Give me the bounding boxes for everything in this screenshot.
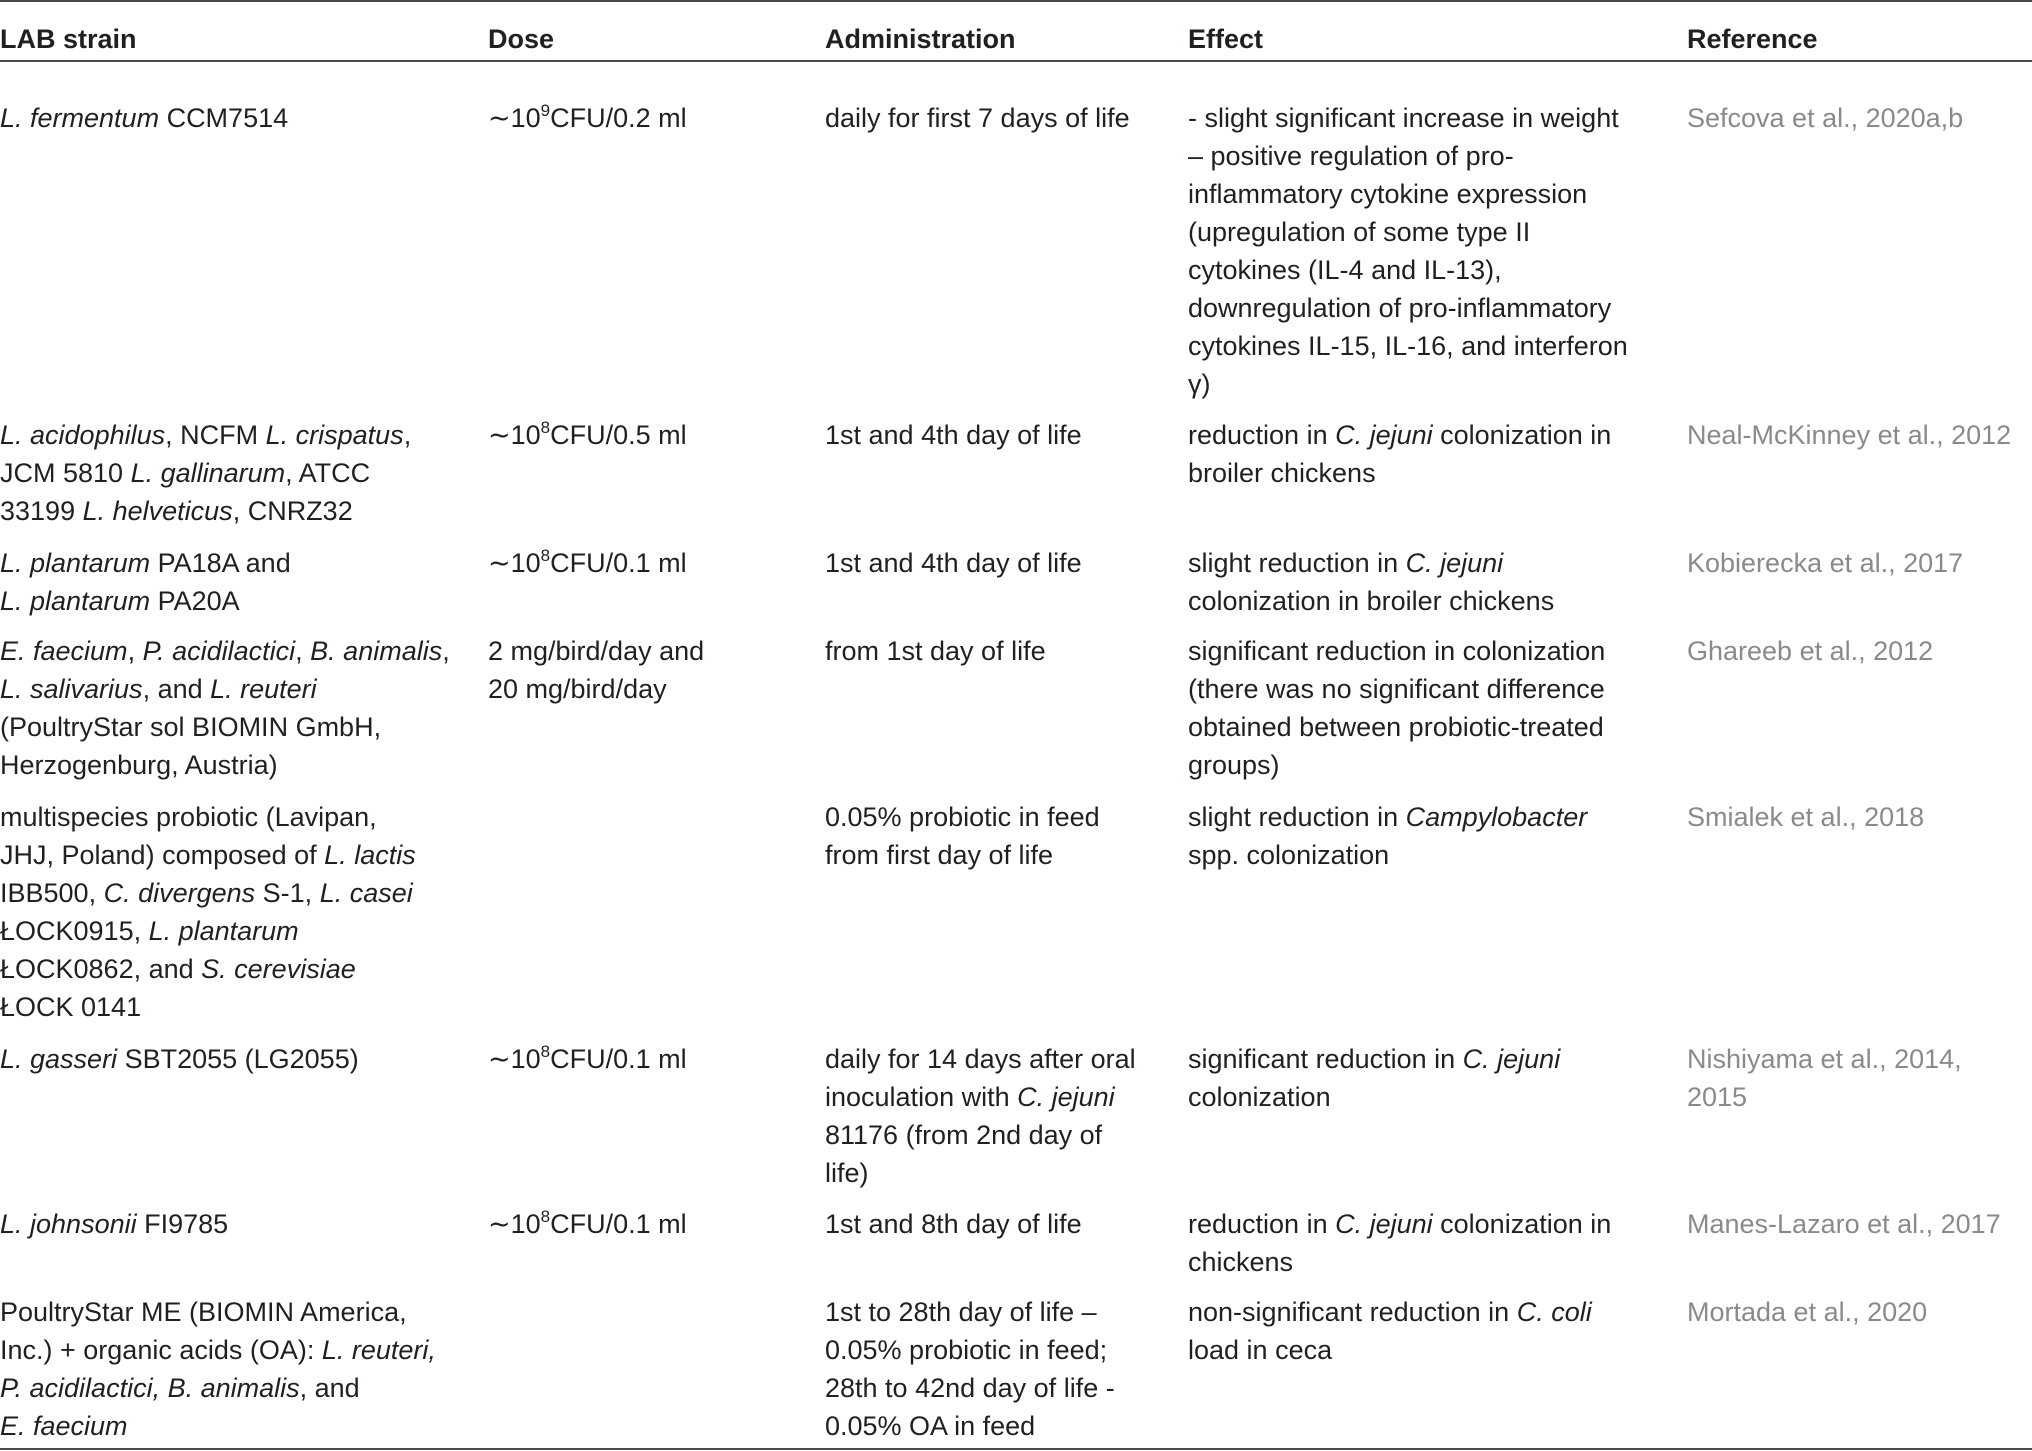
cell-line: 2 mg/bird/day and [488,636,705,666]
cell-line: 1st and 4th day of life [825,548,1082,578]
cell-line: 0.05% probiotic in feed; [825,1335,1108,1365]
header-reference: Reference [1687,24,1818,54]
cell-line: L. salivarius, and L. reuteri [0,674,317,704]
cell-line: L. fermentum CCM7514 [0,103,289,133]
cell-administration [825,1040,1136,1192]
cell-line: Neal-McKinney et al., 2012 [1687,420,2012,450]
cell-line: Manes-Lazaro et al., 2017 [1687,1209,2001,1239]
cell-line: 1st to 28th day of life – [825,1297,1097,1327]
cell-reference [1687,1293,1927,1331]
cell-line: JCM 5810 L. gallinarum, ATCC [0,458,371,488]
cell-line: ŁOCK 0141 [0,992,142,1022]
table-bottom-rule [0,1448,2032,1450]
cell-line: colonization [1188,1082,1331,1112]
cell-reference [1687,632,1933,670]
cell-line: Kobierecka et al., 2017 [1687,548,1964,578]
cell-line: significant reduction in colonization [1188,636,1606,666]
cell-line: IBB500, C. divergens S-1, L. casei [0,878,413,908]
cell-line: inoculation with C. jejuni [825,1082,1115,1112]
cell-administration [825,544,1082,582]
cell-administration [825,1205,1082,1243]
cell-line: $\sim 10^8CFU/0.1$ ml [488,1207,687,1239]
cell-line: 81176 (from 2nd day of [825,1120,1103,1150]
cell-line: multispecies probiotic (Lavipan, [0,802,377,832]
cell-line: groups) [1188,750,1280,780]
cell-line: L. plantarum PA18A and [0,548,291,578]
cell-line: (there was no significant difference [1188,674,1605,704]
header-dose: Dose [488,24,555,54]
cell-line: P. acidilactici, B. animalis, and [0,1373,360,1403]
cell-line: chickens [1188,1247,1294,1277]
cell-line: ŁOCK0862, and S. cerevisiae [0,954,356,984]
cell-line: from first day of life [825,840,1054,870]
cell-line: daily for first 7 days of life [825,103,1130,133]
cell-dose [488,99,687,137]
cell-administration [825,416,1082,454]
cell-line: Sefcova et al., 2020a,b [1687,103,1964,133]
cell-effect [1188,1040,1560,1116]
cell-dose [488,416,687,454]
cell-line: slight reduction in Campylobacter [1188,802,1588,832]
cell-line: significant reduction in C. jejuni [1188,1044,1561,1074]
cell-line: 1st and 8th day of life [825,1209,1082,1239]
cell-administration [825,99,1130,137]
cell-line: broiler chickens [1188,458,1376,488]
cell-effect [1188,1205,1611,1281]
cell-line: L. acidophilus, NCFM L. crispatus, [0,420,412,450]
cell-line: reduction in C. jejuni colonization in [1188,1209,1612,1239]
cell-reference [1687,544,1963,582]
cell-line: Smialek et al., 2018 [1687,802,1925,832]
cell-line: $\sim 10^9CFU/0.2$ ml [488,101,687,133]
cell-effect [1188,1293,1592,1369]
cell-line: 1st and 4th day of life [825,420,1082,450]
cell-line: daily for 14 days after oral [825,1044,1136,1074]
cell-lab-strain [0,99,288,137]
cell-line: γ) [1188,369,1211,399]
cell-line: non-significant reduction in C. coli [1188,1297,1592,1327]
header-rule [0,60,2032,62]
header-administration: Administration [825,24,1016,54]
cell-effect [1188,99,1628,403]
cell-lab-strain [0,1040,359,1078]
cell-lab-strain [0,1293,436,1445]
cell-line: Ghareeb et al., 2012 [1687,636,1934,666]
cell-effect [1188,798,1587,874]
cell-line: load in ceca [1188,1335,1333,1365]
cell-line: cytokines IL-15, IL-16, and interferon [1188,331,1628,361]
cell-line: 28th to 42nd day of life - [825,1373,1115,1403]
cell-line: from 1st day of life [825,636,1046,666]
cell-line: (PoultryStar sol BIOMIN GmbH, [0,712,382,742]
cell-line: ŁOCK0915, L. plantarum [0,916,299,946]
cell-dose [488,1205,687,1243]
cell-administration [825,1293,1115,1445]
cell-line: Nishiyama et al., 2014, [1687,1044,1962,1074]
cell-lab-strain [0,1205,228,1243]
cell-line: obtained between probiotic-treated [1188,712,1604,742]
cell-line: $\sim 10^8CFU/0.1$ ml [488,1042,687,1074]
cell-line: Inc.) + organic acids (OA): L. reuteri, [0,1335,436,1365]
cell-administration [825,798,1100,874]
cell-lab-strain [0,544,291,620]
cell-line: cytokines (IL-4 and IL-13), [1188,255,1502,285]
cell-line: Herzogenburg, Austria) [0,750,278,780]
cell-effect [1188,544,1554,620]
cell-line: life) [825,1158,869,1188]
cell-line: spp. colonization [1188,840,1390,870]
cell-line: downregulation of pro-inflammatory [1188,293,1612,323]
cell-dose [488,544,687,582]
cell-line: 0.05% probiotic in feed [825,802,1100,832]
cell-lab-strain [0,632,450,784]
table-top-rule [0,0,2032,2]
cell-line: reduction in C. jejuni colonization in [1188,420,1612,450]
cell-dose [488,632,704,708]
header-effect: Effect [1188,24,1264,54]
cell-line: inflammatory cytokine expression [1188,179,1588,209]
cell-administration [825,632,1046,670]
cell-line: Mortada et al., 2020 [1687,1297,1928,1327]
cell-line: 0.05% OA in feed [825,1411,1036,1441]
cell-line: JHJ, Poland) composed of L. lactis [0,840,416,870]
cell-line: (upregulation of some type II [1188,217,1531,247]
cell-reference [1687,798,1924,836]
cell-reference [1687,1040,1962,1116]
cell-reference [1687,99,1963,137]
cell-line: L. gasseri SBT2055 (LG2055) [0,1044,359,1074]
cell-lab-strain [0,798,416,1026]
cell-effect [1188,416,1611,492]
cell-line: E. faecium, P. acidilactici, B. animalis, [0,636,450,666]
cell-line: L. plantarum PA20A [0,586,240,616]
cell-reference [1687,416,2011,454]
cell-line: 2015 [1687,1082,1748,1112]
cell-line: 33199 L. helveticus, CNRZ32 [0,496,353,526]
cell-line: - slight significant increase in weight [1188,103,1619,133]
cell-line: – positive regulation of pro- [1188,141,1514,171]
cell-line: 20 mg/bird/day [488,674,667,704]
cell-line: PoultryStar ME (BIOMIN America, [0,1297,407,1327]
cell-line: slight reduction in C. jejuni [1188,548,1504,578]
cell-dose [488,1040,687,1078]
cell-line: L. johnsonii FI9785 [0,1209,229,1239]
cell-effect [1188,632,1605,784]
cell-reference [1687,1205,2001,1243]
cell-line: $\sim 10^8CFU/0.5$ ml [488,418,687,450]
cell-line: E. faecium [0,1411,128,1441]
cell-line: colonization in broiler chickens [1188,586,1555,616]
header-lab-strain: LAB strain [0,24,137,54]
cell-line: $\sim 10^8CFU/0.1$ ml [488,546,687,578]
cell-lab-strain [0,416,411,530]
